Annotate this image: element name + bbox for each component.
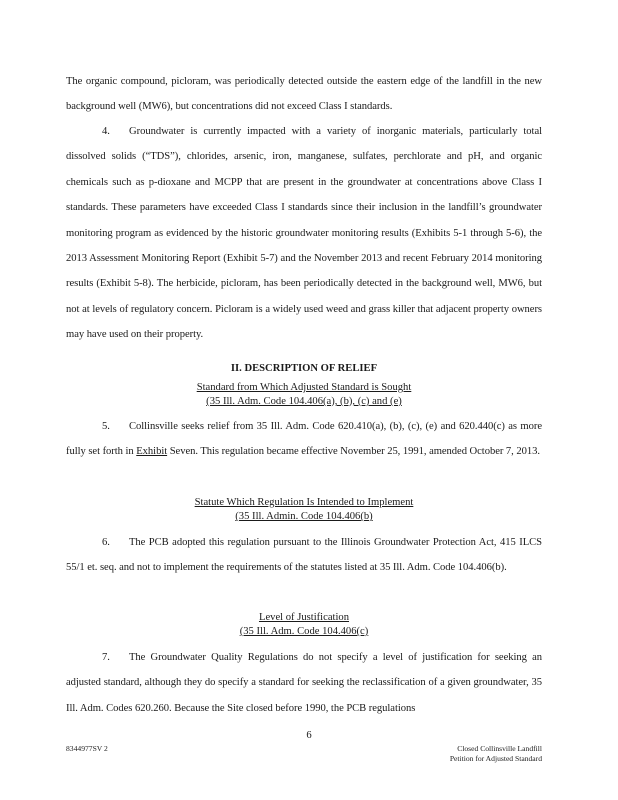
paragraph-6 [66, 530, 542, 581]
paragraph-7-number: 7. [102, 652, 110, 663]
footer-caption-line1: Closed Collinsville Landfill [457, 744, 542, 753]
subheading-statute-line1: Statute Which Regulation Is Intended to Implement [194, 497, 414, 508]
paragraph-5-text-end: Seven. This regulation became effective November 25, 1991, amended October 7, 2013. [167, 446, 540, 458]
paragraph-6-text: The PCB adopted this regulation pursuant to the Illinois Groundwater Protection Act, 415 ILCS 55/1 et. seq. and not to implement the requirements of the statutes listed at 35 Ill. Adm. Code 104.406(b). [66, 537, 542, 574]
paragraph-intro [66, 69, 542, 120]
paragraph-5 [66, 414, 542, 465]
exhibit-link: Exhibit [136, 446, 168, 458]
subheading-statute [66, 496, 542, 524]
subheading-standard-line2: (35 Ill. Adm. Code 104.406(a), (b), (c) and (e) [206, 396, 402, 407]
paragraph-5-text-start: Collinsville seeks relief from 35 Ill. Adm. Code 620.410(a), (b), (c), (e) and 620.440(c) as more fully set forth in [66, 421, 542, 458]
paragraph-7-text: The Groundwater Quality Regulations do not specify a level of justification for seeking an adjusted standard, although they do specify a standard for seeking the reclassification of a given groundwater, 35 Ill. Adm. Codes 620.260. Because the Site closed before 1990, the PCB regulations [66, 652, 542, 714]
subheading-standard-line1: Standard from Which Adjusted Standard is Sought [196, 382, 412, 393]
paragraph-4 [66, 119, 542, 348]
paragraph-4-number: 4. [102, 126, 110, 137]
subheading-justification-line1: Level of Justification [258, 612, 350, 623]
subheading-justification-line2: (35 Ill. Adm. Code 104.406(c) [239, 626, 369, 637]
subheading-standard [66, 381, 542, 409]
footer-caption-line2: Petition for Adjusted Standard [449, 754, 542, 763]
paragraph-6-number: 6. [102, 537, 110, 548]
paragraph-4-text: Groundwater is currently impacted with a variety of inorganic materials, particularly total dissolved solids (“TDS”), chlorides, arsenic, iron, manganese, sulfates, perchlorate and pH, and organic chemicals such as p-dioxane and MCPP that are present in the groundwater at concentrations above Class I standards. These parameters have exceeded Class I standards since their inclusion in the landfill’s groundwater monitoring program as evidenced by the historic groundwater monitoring results (Exhibits 5-1 through 5-6), the 2013 Assessment Monitoring Report (Exhibit 5-7) and the November 2013 and recent February 2014 monitoring results (Exhibit 5-8). The herbicide, picloram, has been periodically detected in the background well, MW6, but not at levels of regulatory concern. Picloram is a widely used weed and grass killer that adjacent property owners may have used on their property. [66, 126, 542, 341]
subheading-statute-line2: (35 Ill. Admin. Code 104.406(b) [235, 511, 373, 522]
paragraph-intro-text: The organic compound, picloram, was periodically detected outside the eastern edge of the landfill in the new background well (MW6), but concentrations did not exceed Class I standards. [66, 76, 542, 113]
page-number: 6 [306, 730, 312, 741]
paragraph-7 [66, 645, 542, 721]
subheading-justification [66, 611, 542, 639]
paragraph-5-number: 5. [102, 421, 110, 432]
section-title: II. DESCRIPTION OF RELIEF [230, 363, 378, 374]
footer-caption [400, 744, 542, 764]
footer-document-id: 8344977SV 2 [66, 744, 108, 753]
